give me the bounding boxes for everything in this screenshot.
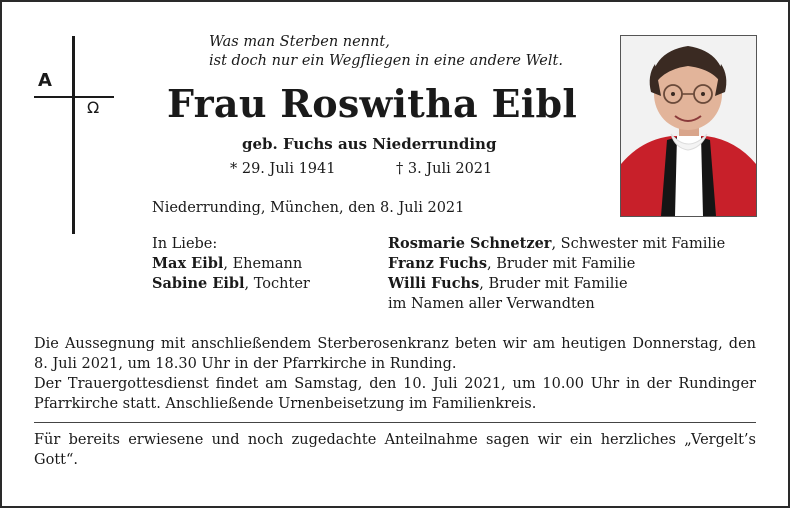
service-paragraph: Der Trauergottesdienst findet am Samstag, den 10. Juli 2021, um 10.00 Uhr in der Rundinger Pfarrkirche statt. Anschließende Urnenbeisetzung im Familienkreis. bbox=[34, 376, 756, 412]
death-date: † 3. Juli 2021 bbox=[396, 161, 493, 177]
mourners-intro: In Liebe: bbox=[152, 236, 218, 252]
service-information bbox=[34, 334, 756, 414]
mourner-relation: , Ehemann bbox=[223, 256, 303, 272]
quote-line-2: ist doch nur ein Wegfliegen in eine andere Welt. bbox=[209, 53, 563, 69]
omega-symbol-icon: Ω bbox=[87, 98, 100, 117]
deceased-name: Frau Roswitha Eibl bbox=[167, 81, 578, 126]
mourner-relation: , Tochter bbox=[244, 276, 310, 292]
mourner-row bbox=[152, 254, 310, 274]
cross-horizontal-bar bbox=[34, 96, 114, 98]
alpha-symbol-icon: A bbox=[38, 70, 52, 91]
mourner-row bbox=[388, 274, 725, 294]
mourner-name: Sabine Eibl bbox=[152, 275, 245, 292]
mourner-row bbox=[388, 234, 725, 254]
cross-vertical-bar bbox=[72, 36, 75, 234]
quote-line-1: Was man Sterben nennt, bbox=[209, 34, 390, 50]
mourner-relation: , Bruder mit Familie bbox=[487, 256, 636, 272]
service-paragraph: Die Aussegnung mit anschließendem Sterberosenkranz beten wir am heutigen Donnerstag, den 8. Juli 2021, um 18.30 Uhr in der Pfarrkirche in Runding. bbox=[34, 336, 756, 372]
quote bbox=[209, 33, 563, 71]
mourner-row bbox=[388, 254, 725, 274]
life-dates bbox=[230, 159, 493, 179]
thanks-note bbox=[34, 430, 756, 470]
portrait-photo bbox=[620, 35, 757, 217]
mourner-name: Max Eibl bbox=[152, 255, 224, 272]
mourner-relation: , Schwester mit Familie bbox=[551, 236, 726, 252]
mourners-right bbox=[388, 234, 725, 314]
birth-name: geb. Fuchs aus Niederrunding bbox=[242, 135, 497, 153]
place-date: Niederrunding, München, den 8. Juli 2021 bbox=[152, 200, 465, 216]
thanks-text: Für bereits erwiesene und noch zugedachte Anteilnahme sagen wir ein herzliches „Vergelt’s Gott“. bbox=[34, 432, 756, 468]
mourner-row bbox=[152, 274, 310, 294]
mourners-left bbox=[152, 234, 310, 294]
mourner-relation: , Bruder mit Familie bbox=[479, 276, 628, 292]
mourner-name: Franz Fuchs bbox=[388, 255, 488, 272]
mourner-name: Rosmarie Schnetzer bbox=[388, 235, 552, 252]
divider bbox=[34, 422, 756, 423]
mourner-name: Willi Fuchs bbox=[388, 275, 480, 292]
birth-date: * 29. Juli 1941 bbox=[230, 161, 336, 177]
mourners-closing: im Namen aller Verwandten bbox=[388, 296, 595, 312]
